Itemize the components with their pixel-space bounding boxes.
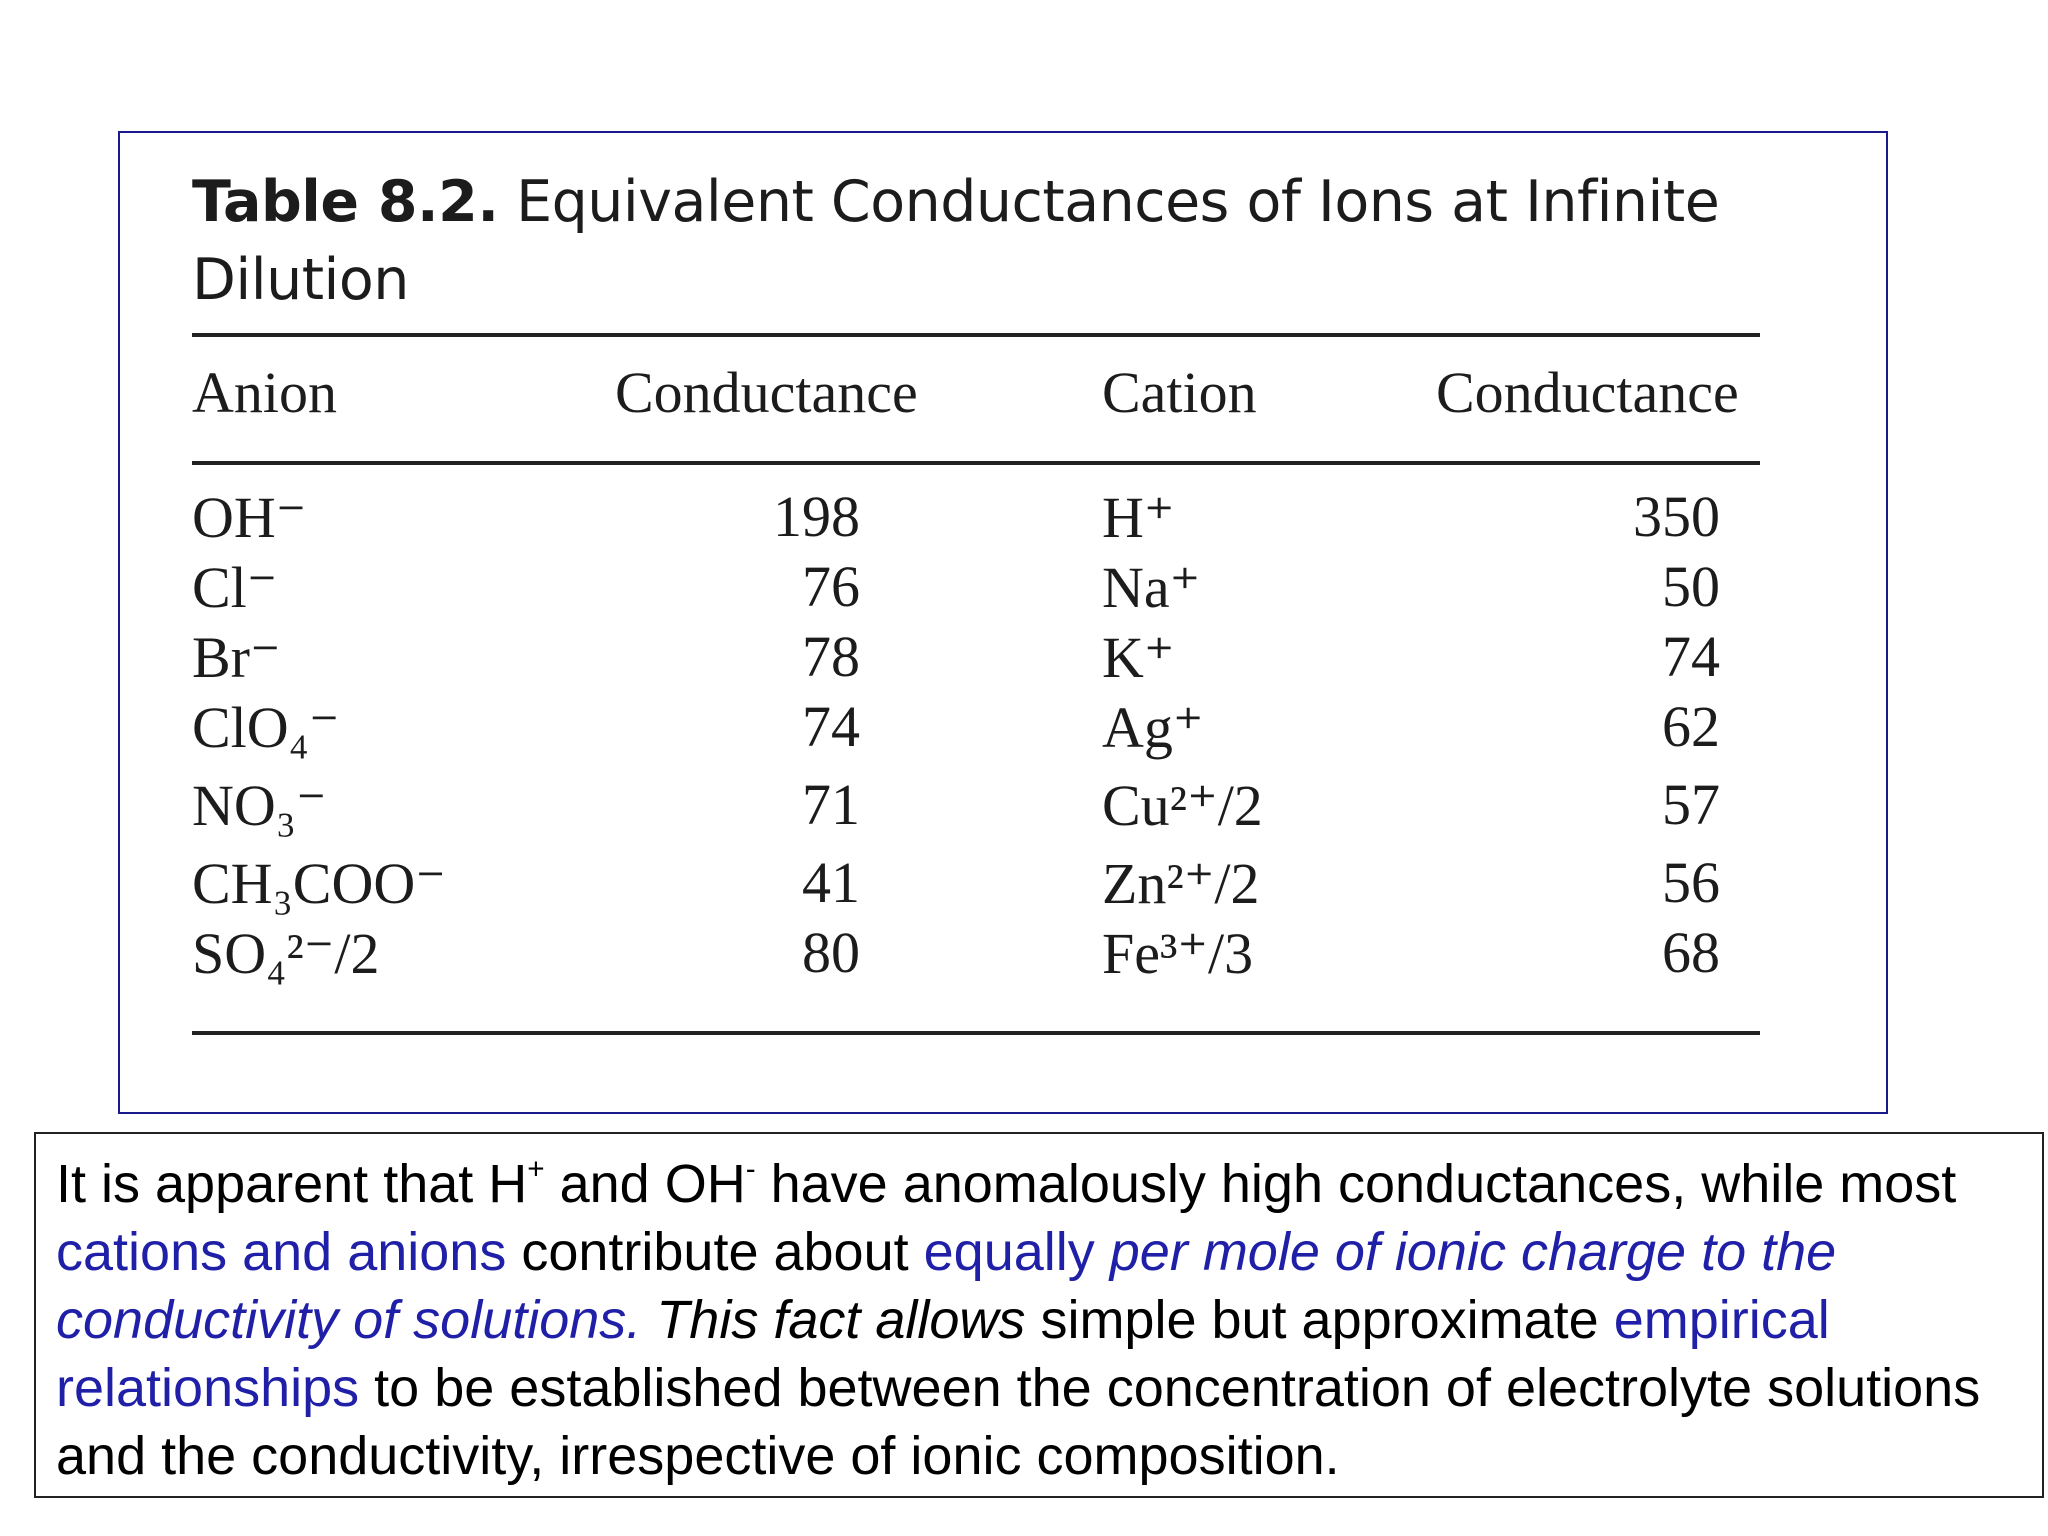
- anion-cell: CH₃COO⁻: [192, 851, 446, 916]
- column-header-anion: Anion: [192, 360, 337, 425]
- note-text: simple but approximate: [1025, 1290, 1614, 1350]
- note-highlight: cations and anions: [56, 1222, 507, 1282]
- note-text: have anomalously high conductances, while most: [755, 1154, 1957, 1214]
- anion-cell: Br⁻: [192, 625, 281, 690]
- anion-conductance-cell: 74: [802, 694, 860, 759]
- note-highlight-italic: per mole of ionic charge to the conductivity of solutions.: [56, 1222, 1837, 1350]
- cation-conductance-cell: 57: [1662, 772, 1720, 837]
- anion-cell: NO₃⁻: [192, 773, 327, 838]
- column-header-cation-conductance: Conductance: [1436, 360, 1739, 425]
- table-row: [120, 483, 1890, 553]
- note-text: to be established between the concentration of electrolyte solutions and the conductivity, irrespective of ionic composition.: [56, 1358, 1981, 1486]
- table-caption-text: Equivalent Conductances of Ions at Infinite Dilution: [192, 169, 1720, 313]
- table-row: [120, 693, 1890, 763]
- table-rule-header: [192, 461, 1760, 465]
- note-highlight: equally: [923, 1222, 1110, 1282]
- cation-cell: Cu²⁺/2: [1102, 773, 1263, 838]
- anion-conductance-cell: 78: [802, 624, 860, 689]
- table-row: [120, 623, 1890, 693]
- anion-conductance-cell: 76: [802, 554, 860, 619]
- table-rule-bottom: [192, 1031, 1760, 1035]
- cation-cell: Zn²⁺/2: [1102, 851, 1260, 916]
- table-rule-top: [192, 333, 1760, 337]
- column-header-anion-conductance: Conductance: [615, 360, 918, 425]
- explanation-text-box: [34, 1132, 2044, 1498]
- table-caption: [192, 163, 1752, 319]
- anion-cell: SO₄²⁻/2: [192, 921, 380, 986]
- anion-cell: Cl⁻: [192, 555, 278, 620]
- cation-conductance-cell: 68: [1662, 920, 1720, 985]
- anion-cell: OH⁻: [192, 485, 307, 550]
- table-caption-label: Table 8.2.: [192, 169, 499, 235]
- note-highlight: empirical relationships: [56, 1290, 1830, 1418]
- note-italic: This fact allows: [641, 1290, 1026, 1350]
- note-superscript: -: [745, 1152, 756, 1186]
- cation-conductance-cell: 50: [1662, 554, 1720, 619]
- note-text: It is apparent that H: [56, 1154, 528, 1214]
- anion-cell: ClO₄⁻: [192, 695, 340, 760]
- anion-conductance-cell: 41: [802, 850, 860, 915]
- table-row: [120, 919, 1890, 989]
- table-row: [120, 771, 1890, 841]
- cation-cell: Ag⁺: [1102, 695, 1204, 760]
- column-header-cation: Cation: [1102, 360, 1257, 425]
- cation-conductance-cell: 62: [1662, 694, 1720, 759]
- note-text: and OH: [544, 1154, 746, 1214]
- cation-conductance-cell: 74: [1662, 624, 1720, 689]
- note-superscript: +: [527, 1152, 545, 1186]
- table-row: [120, 849, 1890, 919]
- table-image-panel: [118, 131, 1888, 1114]
- cation-cell: H⁺: [1102, 485, 1175, 550]
- cation-conductance-cell: 56: [1662, 850, 1720, 915]
- anion-conductance-cell: 71: [802, 772, 860, 837]
- table-row: [120, 553, 1890, 623]
- cation-conductance-cell: 350: [1633, 484, 1720, 549]
- note-text: contribute about: [506, 1222, 924, 1282]
- anion-conductance-cell: 198: [773, 484, 860, 549]
- cation-cell: K⁺: [1102, 625, 1175, 690]
- cation-cell: Fe³⁺/3: [1102, 921, 1254, 986]
- anion-conductance-cell: 80: [802, 920, 860, 985]
- cation-cell: Na⁺: [1102, 555, 1201, 620]
